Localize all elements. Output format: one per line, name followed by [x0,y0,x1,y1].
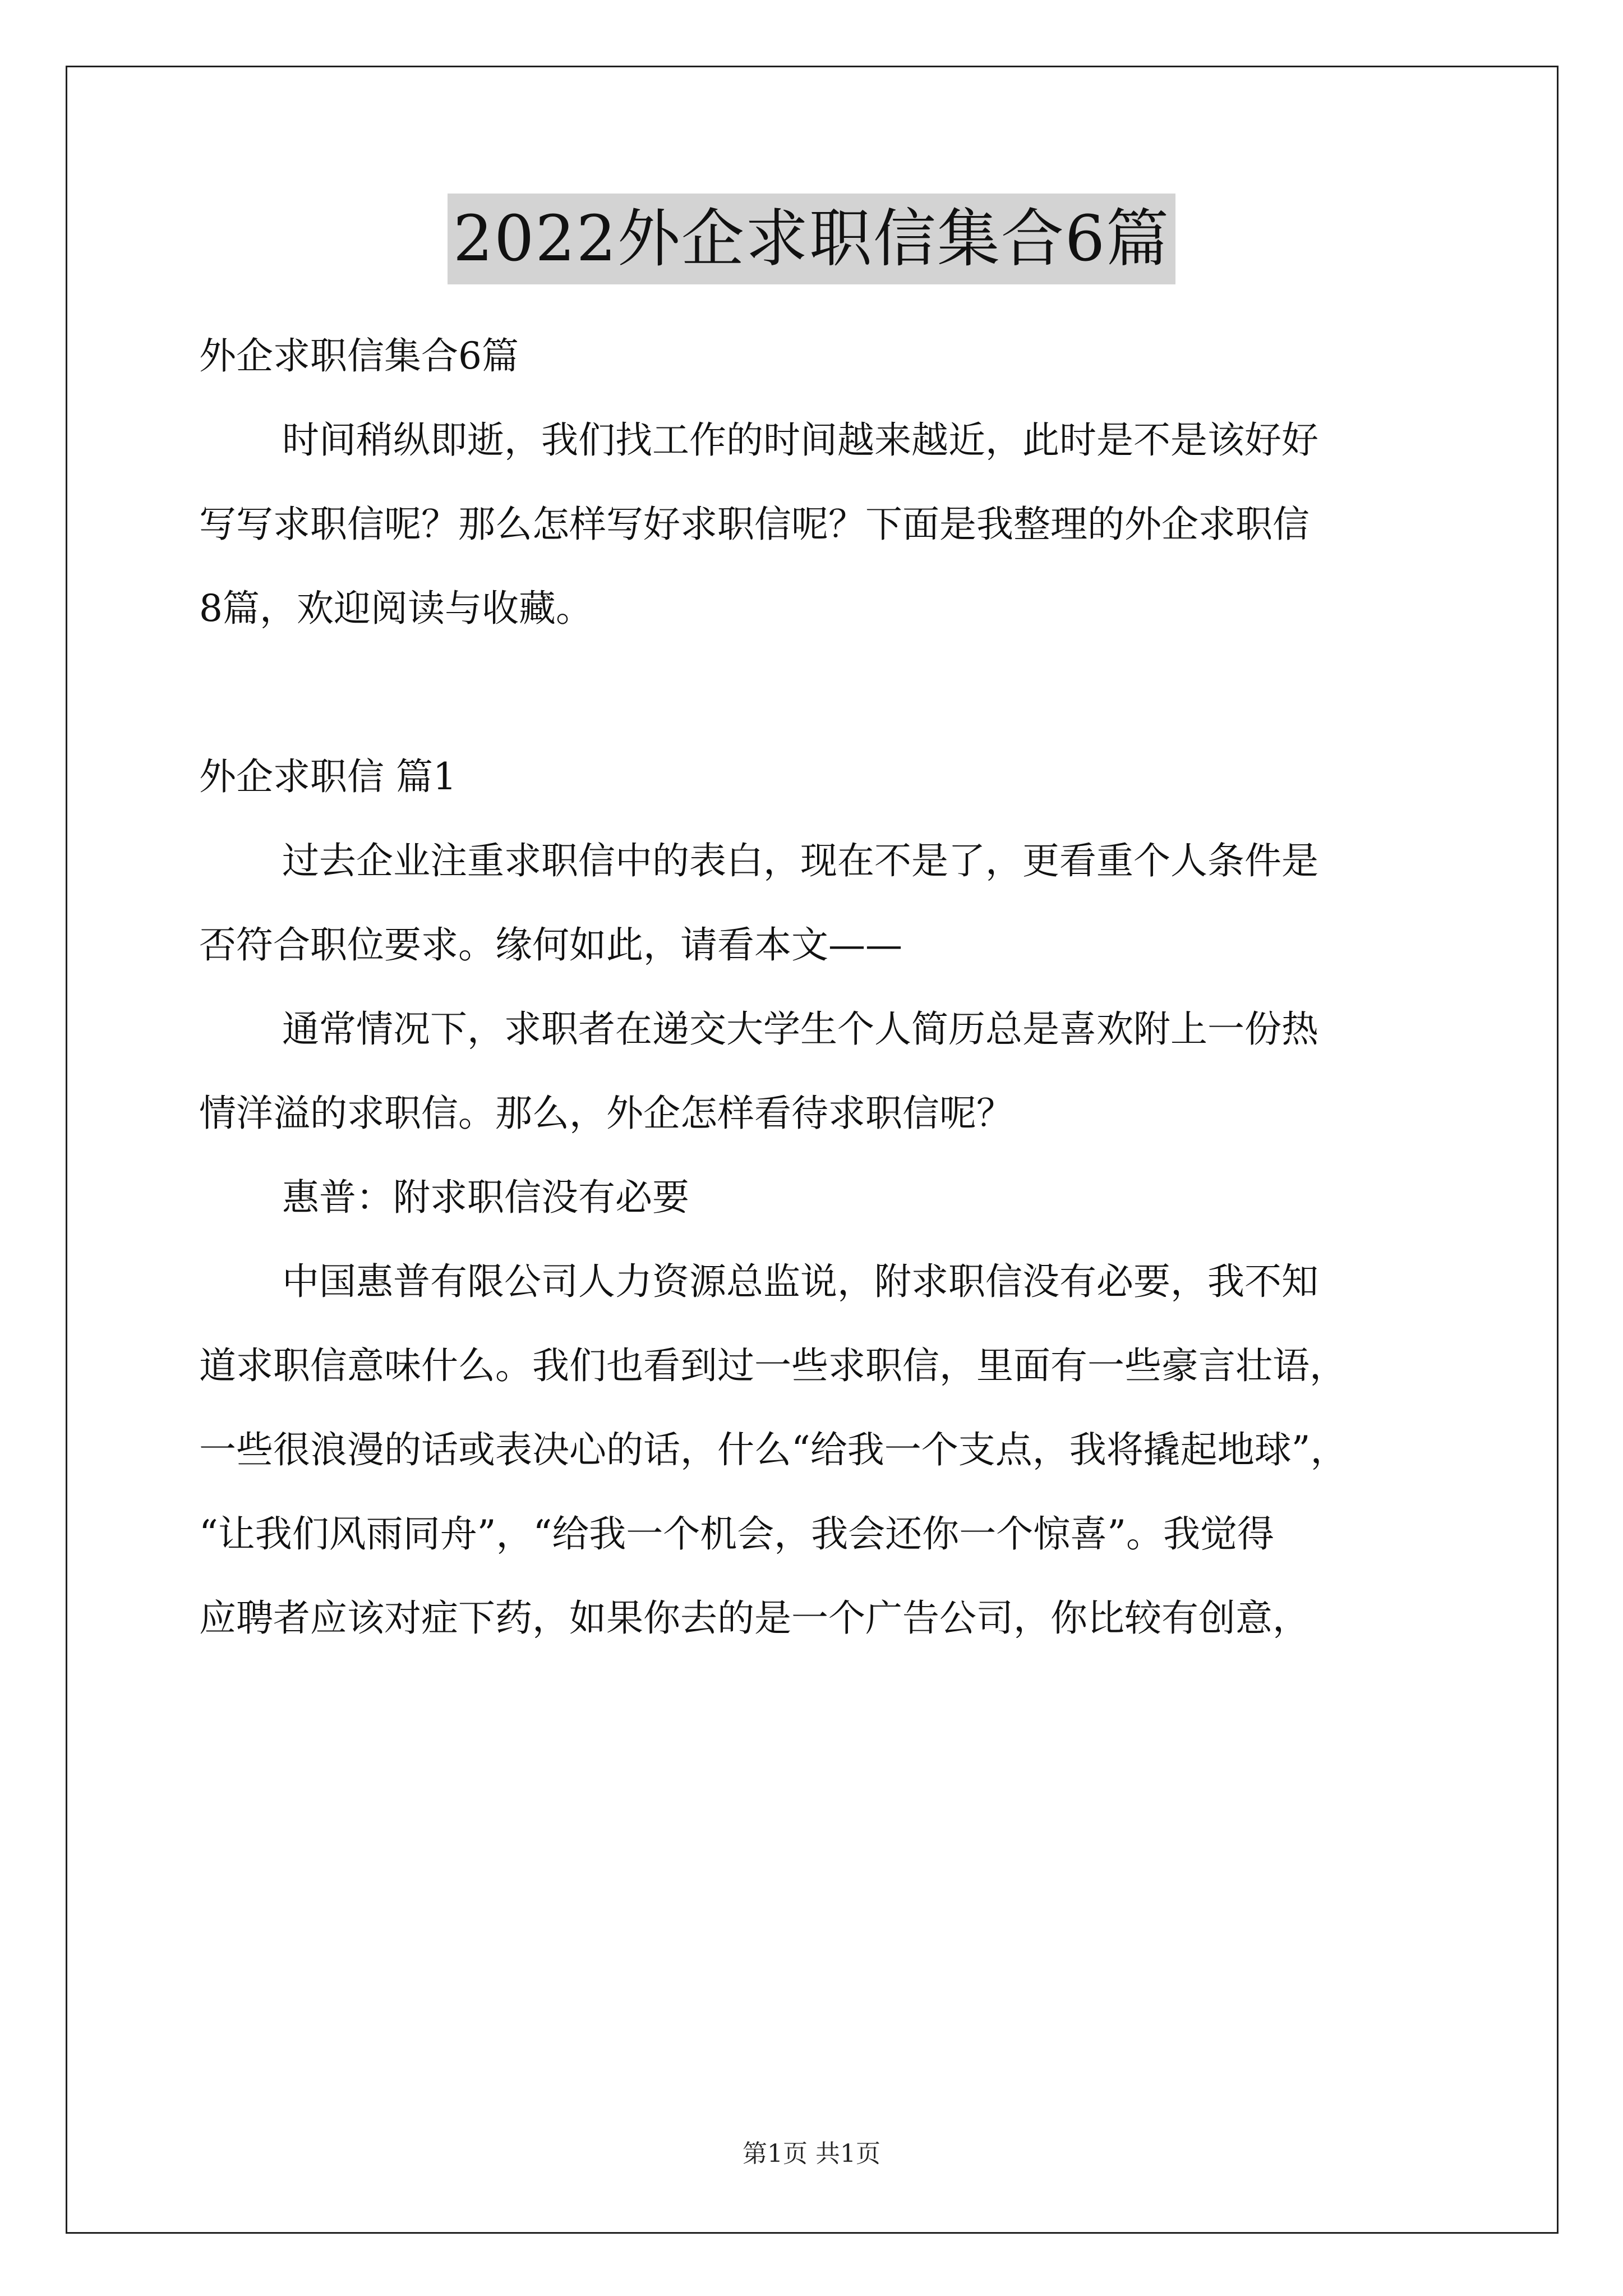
paragraph-line: 时间稍纵即逝，我们找工作的时间越来越近，此时是不是该好好 [282,418,1318,462]
document-body [199,314,1506,1660]
paragraph-line: 过去企业注重求职信中的表白，现在不是了，更看重个人条件是 [282,839,1318,882]
blank-line [199,651,1506,735]
paragraph-subheading: 惠普：附求职信没有必要 [282,1176,689,1219]
paragraph-line: 8篇，欢迎阅读与收藏。 [199,587,593,630]
paragraph-line: 通常情况下，求职者在递交大学生个人简历总是喜欢附上一份热 [282,1007,1318,1051]
title-container [0,194,1623,284]
paragraph-line: 道求职信意味什么。我们也看到过一些求职信，里面有一些豪言壮语， [199,1344,1347,1387]
paragraph-line: 情洋溢的求职信。那么，外企怎样看待求职信呢？ [199,1092,1013,1135]
paragraph-line: 写写求职信呢？那么怎样写好求职信呢？下面是我整理的外企求职信 [199,503,1310,546]
page-footer: 第1页 共1页 [743,2139,880,2168]
paragraph-line: “让我们风雨同舟”，“给我一个机会，我会还你一个惊喜”。我觉得 [199,1512,1274,1556]
section-heading: 外企求职信 篇1 [199,755,457,798]
paragraph-line: 应聘者应该对症下药，如果你去的是一个广告公司，你比较有创意， [199,1596,1310,1640]
document-title: 2022外企求职信集合6篇 [448,194,1175,284]
document-subtitle: 外企求职信集合6篇 [199,334,519,378]
paragraph-line: 一些很浪漫的话或表决心的话，什么“给我一个支点，我将撬起地球”， [199,1428,1348,1471]
paragraph-line: 否符合职位要求。缘何如此，请看本文—— [199,923,902,967]
paragraph-line: 中国惠普有限公司人力资源总监说，附求职信没有必要，我不知 [282,1260,1318,1303]
